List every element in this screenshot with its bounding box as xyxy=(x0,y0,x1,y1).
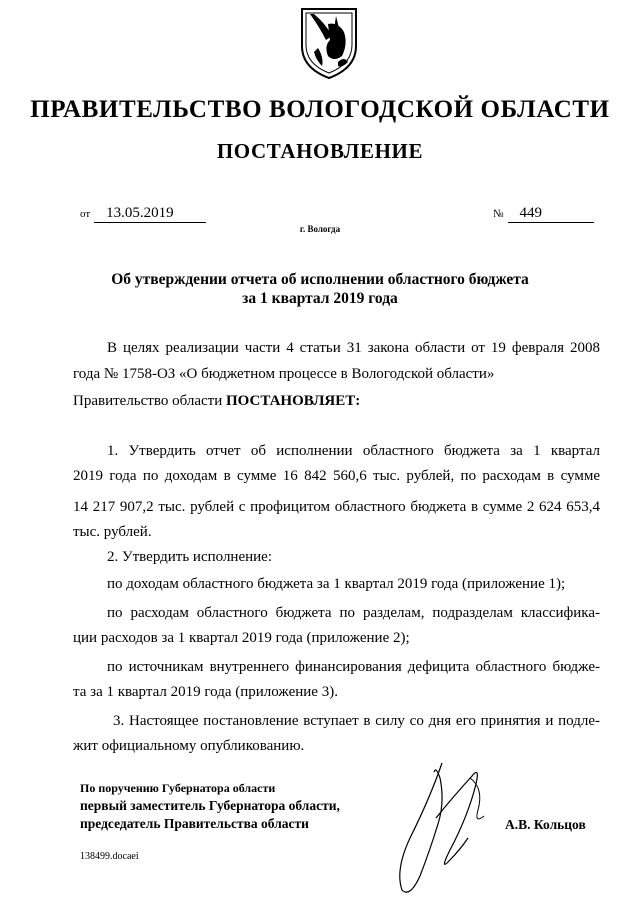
item1-line: 2019 года по доходам в сумме 16 842 560,6 тыс. рублей, по расходам в сумме xyxy=(73,468,600,484)
signature-line: председатель Правительства области xyxy=(80,816,309,831)
signature-line: По поручению Губернатора области xyxy=(80,781,276,795)
signature-line: первый заместитель Губернатора области, xyxy=(80,798,340,813)
document-number: 449 xyxy=(508,205,594,223)
document-title xyxy=(0,270,640,308)
file-name: 138499.docaei xyxy=(80,851,139,862)
item1-line: 14 217 907,2 тыс. рублей с профицитом областного бюджета в сумме 2 624 653,4 xyxy=(73,499,600,515)
document-type: ПОСТАНОВЛЕНИЕ xyxy=(216,139,424,163)
item2-subitem: по расходам областного бюджета по разделам, подразделам классифика- xyxy=(107,605,600,621)
coat-of-arms-emblem xyxy=(298,6,360,80)
preamble-prefix: Правительство области xyxy=(73,393,226,409)
item3-line: 3. Настоящее постановление вступает в силу со дня его принятия и подле- xyxy=(113,713,600,729)
signatory-name: А.В. Кольцов xyxy=(505,817,586,832)
item2-subitem: ции расходов за 1 квартал 2019 года (приложение 2); xyxy=(73,630,410,646)
title-line: Об утверждении отчета об исполнении областного бюджета xyxy=(111,271,529,288)
document-date: 13.05.2019 xyxy=(94,205,206,223)
preamble-line xyxy=(73,390,600,413)
item1-line: 1. Утвердить отчет об исполнении областного бюджета за 1 квартал xyxy=(107,443,600,459)
title-line: за 1 квартал 2019 года xyxy=(242,290,398,307)
preamble-line: В целях реализации части 4 статьи 31 закона области от 19 февраля 2008 xyxy=(107,340,600,356)
signature-block xyxy=(80,779,340,833)
item2-line: 2. Утвердить исполнение: xyxy=(107,549,272,565)
preamble-line: года № 1758-ОЗ «О бюджетном процессе в Вологодской области» xyxy=(73,366,495,382)
city: г. Вологда xyxy=(299,224,341,234)
item2-subitem: та за 1 квартал 2019 года (приложение 3). xyxy=(73,684,338,700)
item1-line: тыс. рублей. xyxy=(73,524,152,540)
date-block xyxy=(80,204,206,223)
decree-keyword: ПОСТАНОВЛЯЕТ: xyxy=(225,393,361,409)
item2-subitem: по источникам внутреннего финансирования дефицита областного бюдже- xyxy=(107,659,600,675)
number-prefix: № xyxy=(493,208,504,220)
handwritten-signature xyxy=(380,758,510,898)
organization-name: ПРАВИТЕЛЬСТВО ВОЛОГОДСКОЙ ОБЛАСТИ xyxy=(30,96,610,123)
date-prefix: от xyxy=(80,208,91,220)
item2-subitem: по доходам областного бюджета за 1 квартал 2019 года (приложение 1); xyxy=(107,576,566,592)
item3-line: жит официальному опубликованию. xyxy=(73,738,305,754)
number-block xyxy=(493,204,594,223)
